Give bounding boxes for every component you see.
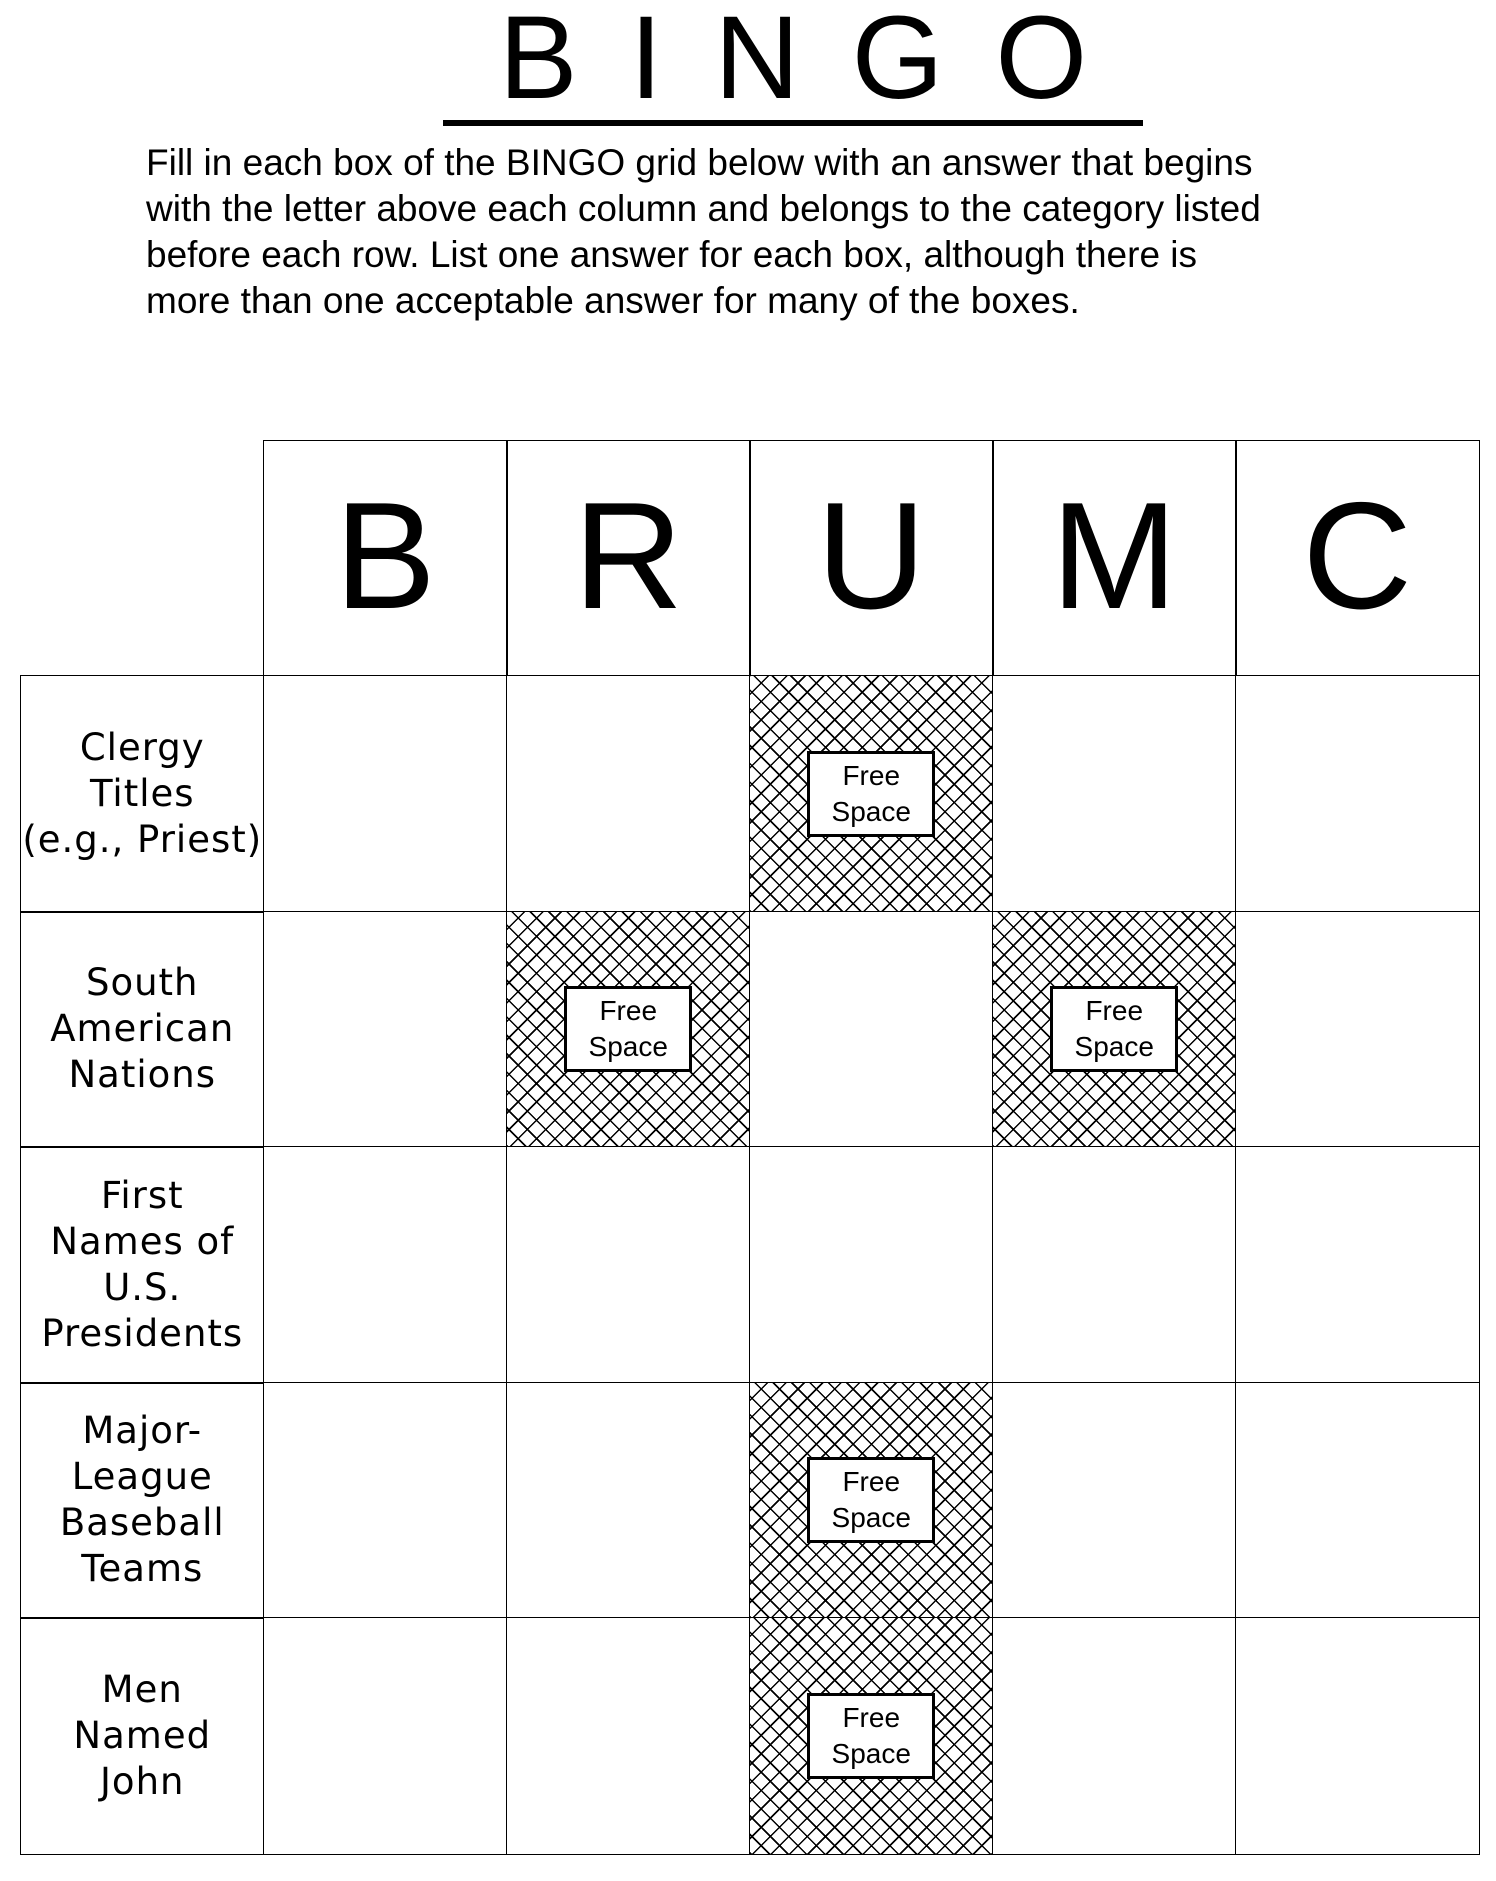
answer-cell[interactable] — [1235, 675, 1480, 913]
free-space-cell — [992, 911, 1237, 1148]
column-header-cell — [992, 440, 1237, 677]
category-label: First Names of U.S. Presidents — [41, 1173, 244, 1355]
column-header-cell — [506, 440, 751, 677]
answer-cell[interactable] — [506, 1382, 751, 1619]
answer-cell[interactable] — [1235, 911, 1480, 1148]
free-space-text: Free — [1085, 995, 1144, 1027]
free-space-text: Free — [842, 1466, 901, 1498]
free-space-label-box — [807, 1693, 935, 1779]
column-letter: R — [573, 471, 684, 642]
instructions-line: Fill in each box of the BINGO grid below with an answer that begins — [146, 142, 1253, 183]
free-space-label-box — [807, 1457, 935, 1543]
column-letter: C — [1302, 471, 1413, 642]
category-label: South American Nations — [50, 961, 235, 1097]
column-header-cell — [1235, 440, 1480, 677]
column-letter: U — [816, 471, 927, 642]
free-space-label-box — [1050, 986, 1178, 1072]
answer-cell[interactable] — [263, 1146, 508, 1384]
answer-cell[interactable] — [506, 1617, 751, 1855]
category-label: Men Named John — [73, 1667, 212, 1803]
answer-cell[interactable] — [749, 911, 994, 1148]
column-header-cell — [263, 440, 508, 677]
free-space-text: Free — [842, 1701, 901, 1733]
category-cell — [20, 1146, 265, 1384]
answer-cell[interactable] — [506, 675, 751, 913]
free-space-cell — [749, 1382, 994, 1619]
free-space-label-box — [807, 751, 935, 837]
category-cell — [20, 675, 265, 913]
bingo-title: BINGO — [443, 2, 1143, 126]
free-space-cell — [749, 675, 994, 913]
free-space-label-box — [564, 986, 692, 1072]
category-label: Clergy Titles (e.g., Priest) — [22, 725, 263, 861]
answer-cell[interactable] — [1235, 1617, 1480, 1855]
free-space-text: Space — [831, 1737, 911, 1769]
instructions-line: before each row. List one answer for each box, although there is — [146, 234, 1198, 275]
answer-cell[interactable] — [1235, 1146, 1480, 1384]
answer-cell[interactable] — [992, 1617, 1237, 1855]
answer-cell[interactable] — [992, 675, 1237, 913]
answer-cell[interactable] — [992, 1382, 1237, 1619]
column-letter: M — [1050, 471, 1178, 642]
answer-cell[interactable] — [749, 1146, 994, 1384]
answer-cell[interactable] — [1235, 1382, 1480, 1619]
answer-cell[interactable] — [992, 1146, 1237, 1384]
free-space-cell — [749, 1617, 994, 1855]
free-space-text: Space — [588, 1031, 668, 1063]
category-cell — [20, 1617, 265, 1855]
answer-cell[interactable] — [263, 911, 508, 1148]
answer-cell[interactable] — [506, 1146, 751, 1384]
free-space-text: Space — [831, 1502, 911, 1534]
instructions-line: more than one acceptable answer for many of the boxes. — [146, 280, 1080, 321]
answer-cell[interactable] — [263, 1382, 508, 1619]
category-label: Major- League Baseball Teams — [59, 1409, 225, 1591]
free-space-text: Free — [599, 995, 658, 1027]
free-space-text: Free — [842, 759, 901, 791]
free-space-text: Space — [1074, 1031, 1154, 1063]
answer-cell[interactable] — [263, 1617, 508, 1855]
instructions-line: with the letter above each column and belongs to the category listed — [146, 188, 1261, 229]
answer-cell[interactable] — [263, 675, 508, 913]
category-cell — [20, 1382, 265, 1619]
category-cell — [20, 911, 265, 1148]
free-space-cell — [506, 911, 751, 1148]
column-letter: B — [334, 471, 436, 642]
free-space-text: Space — [831, 795, 911, 827]
column-header-cell — [749, 440, 994, 677]
